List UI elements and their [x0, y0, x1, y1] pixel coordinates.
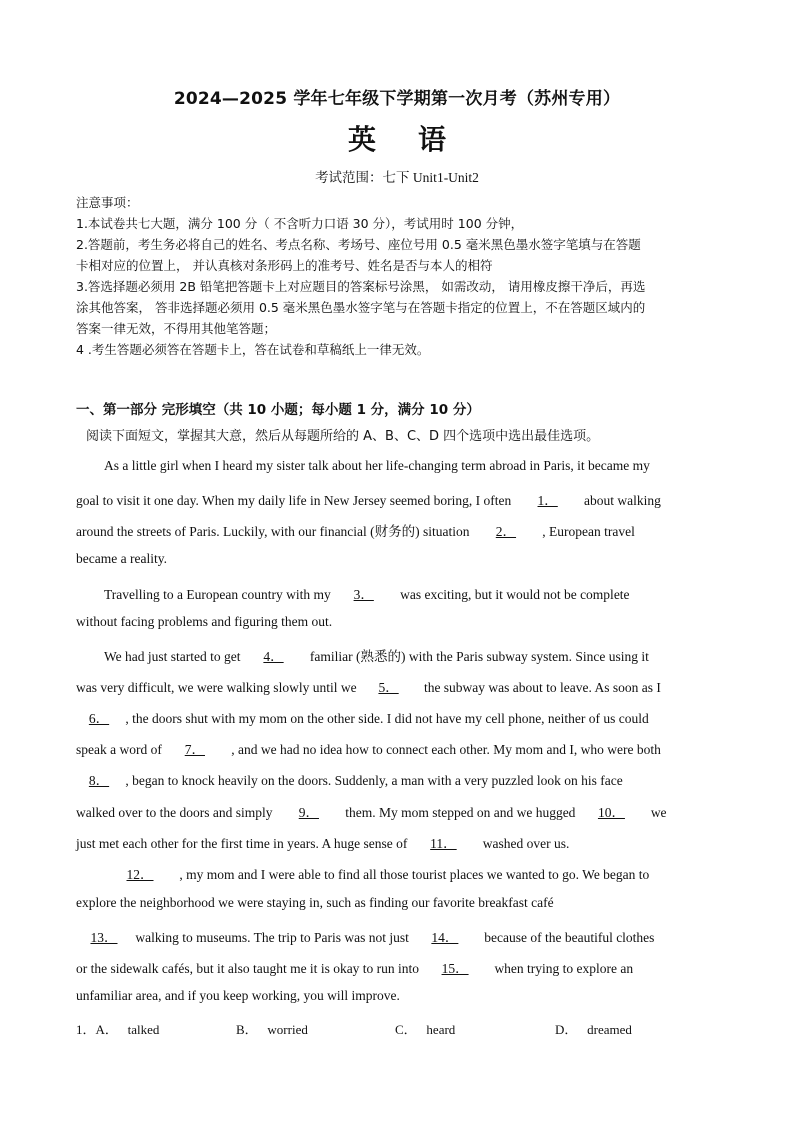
subject-title: 英语: [347, 125, 488, 156]
notes-block: [76, 192, 718, 360]
passage-text: was very difficult, we were walking slowly until we: [76, 680, 357, 695]
blank-6[interactable]: 6．: [88, 711, 110, 726]
passage-text: when trying to explore an: [494, 961, 634, 976]
passage-line: [76, 957, 720, 977]
passage-text: walking to museums. The trip to Paris was not just: [135, 930, 409, 945]
blank-10[interactable]: 10．: [597, 805, 625, 820]
blank-3[interactable]: 3．: [353, 587, 374, 602]
exam-title: 2024—2025 学年七年级下学期第一次月考（苏州专用）: [173, 89, 621, 109]
question-1-option-d[interactable]: [555, 1019, 632, 1038]
passage-line: [76, 458, 720, 474]
exam-scope: 考试范围：七下 Unit1-Unit2: [315, 170, 479, 185]
note-line: 3.答选择题必须用 2B 铅笔把答题卡上对应题目的答案标号涂黑， 如需改动， 请用橡皮擦干净后，再选: [76, 279, 646, 294]
passage-line: [76, 489, 720, 509]
passage-line: [76, 645, 720, 665]
option-text: worried: [267, 1022, 308, 1037]
passage-text: explore the neighborhood we were staying in, such as finding our favorite breakfast café: [76, 895, 554, 910]
passage-text: we: [650, 805, 667, 820]
note-line: 1.本试卷共七大题，满分 100 分（ 不含听力口语 30 分），考试用时 100 分钟，: [76, 216, 524, 231]
passage-text: them. My mom stepped on and we hugged: [345, 805, 576, 820]
passage-text: walked over to the doors and simply: [76, 805, 273, 820]
passage-line: [76, 551, 720, 567]
passage-text: the subway was about to leave. As soon as I: [423, 680, 661, 695]
passage-text: around the streets of Paris. Luckily, with our financial (财务的) situation: [76, 524, 470, 539]
blank-4[interactable]: 4．: [263, 649, 284, 664]
passage-line: [76, 583, 720, 603]
question-1-option-c[interactable]: [395, 1019, 455, 1038]
question-1-option-a[interactable]: [76, 1019, 159, 1038]
passage-line: [76, 926, 720, 946]
passage-line: [76, 988, 720, 1004]
note-line: 2.答题前，考生务必将自己的姓名、考点名称、考场号、座位号用 0.5 毫米黑色墨水签字笔填与在答题: [76, 237, 641, 252]
section-instruction: 阅读下面短文，掌握其大意，然后从每题所给的 A、B、C、D 四个选项中选出最佳选项。: [86, 429, 600, 444]
passage-line: [76, 895, 720, 911]
passage-text: about walking: [584, 493, 661, 508]
passage-text: unfamiliar area, and if you keep working, you will improve.: [76, 988, 400, 1003]
passage-text: just met each other for the first time in years. A huge sense of: [76, 836, 408, 851]
blank-12[interactable]: 12．: [126, 867, 154, 882]
passage-text: washed over us.: [482, 836, 570, 851]
passage-line: [76, 707, 720, 727]
blank-2[interactable]: 2．: [495, 524, 517, 539]
passage-text: We had just started to get: [104, 649, 241, 664]
option-label: C．: [395, 1022, 417, 1037]
option-label: D．: [555, 1022, 578, 1037]
passage-text: , my mom and I were able to find all those tourist places we wanted to go. We began to: [179, 867, 650, 882]
passage-text: familiar (熟悉的) with the Paris subway system. Since using it: [309, 649, 649, 664]
blank-5[interactable]: 5．: [378, 680, 399, 695]
blank-11[interactable]: 11．: [430, 836, 457, 851]
note-line: 4 .考生答题必须答在答题卡上，答在试卷和草稿纸上一律无效。: [76, 342, 430, 357]
passage-text: As a little girl when I heard my sister talk about her life-changing term abroad in Paris, it became my: [104, 458, 650, 473]
note-line: 答案一律无效，不得用其他笔答题；: [76, 321, 277, 336]
blank-14[interactable]: 14．: [431, 930, 459, 945]
passage-line: [76, 520, 720, 540]
passage-text: without facing problems and figuring them out.: [76, 614, 333, 629]
passage-text: because of the beautiful clothes: [484, 930, 655, 945]
passage-text: , European travel: [542, 524, 635, 539]
passage-line: [76, 738, 720, 758]
option-label: B．: [236, 1022, 258, 1037]
blank-7[interactable]: 7．: [184, 742, 205, 757]
note-line: 卡相对应的位置上， 并认真核对条形码上的准考号、姓名是否与本人的相符: [76, 258, 493, 273]
passage-text: or the sidewalk cafés, but it also taught me it is okay to run into: [76, 961, 420, 976]
section-title: 一、第一部分 完形填空（共 10 小题；每小题 1 分，满分 10 分）: [76, 402, 480, 418]
blank-13[interactable]: 13．: [90, 930, 118, 945]
passage-line: [76, 863, 720, 883]
option-text: talked: [127, 1022, 160, 1037]
option-label: 1．A．: [76, 1022, 118, 1037]
passage-text: , began to knock heavily on the doors. Suddenly, a man with a very puzzled look on his face: [125, 773, 623, 788]
blank-15[interactable]: 15．: [441, 961, 469, 976]
option-text: heard: [426, 1022, 456, 1037]
passage-text: was exciting, but it would not be complete: [400, 587, 630, 602]
passage-text: goal to visit it one day. When my daily life in New Jersey seemed boring, I often: [76, 493, 512, 508]
passage-line: [76, 676, 720, 696]
passage-line: [76, 769, 720, 789]
passage-line: [76, 801, 720, 821]
passage-text: Travelling to a European country with my: [104, 587, 331, 602]
passage-text: speak a word of: [76, 742, 162, 757]
passage-text: , the doors shut with my mom on the other side. I did not have my cell phone, neither of us could: [125, 711, 649, 726]
note-line: 涂其他答案， 答非选择题必须用 0.5 毫米黑色墨水签字笔与在答题卡指定的位置上，不在答题区域内的: [76, 300, 646, 315]
option-text: dreamed: [587, 1022, 632, 1037]
question-1-option-b[interactable]: [236, 1019, 308, 1038]
blank-8[interactable]: 8．: [88, 773, 110, 788]
notes-heading: 注意事项：: [76, 195, 139, 210]
passage-line: [76, 614, 720, 630]
blank-1[interactable]: 1．: [537, 493, 558, 508]
blank-9[interactable]: 9．: [298, 805, 319, 820]
passage-text: , and we had no idea how to connect each other. My mom and I, who were both: [231, 742, 661, 757]
passage-text: became a reality.: [76, 551, 167, 566]
passage-line: [76, 832, 720, 852]
